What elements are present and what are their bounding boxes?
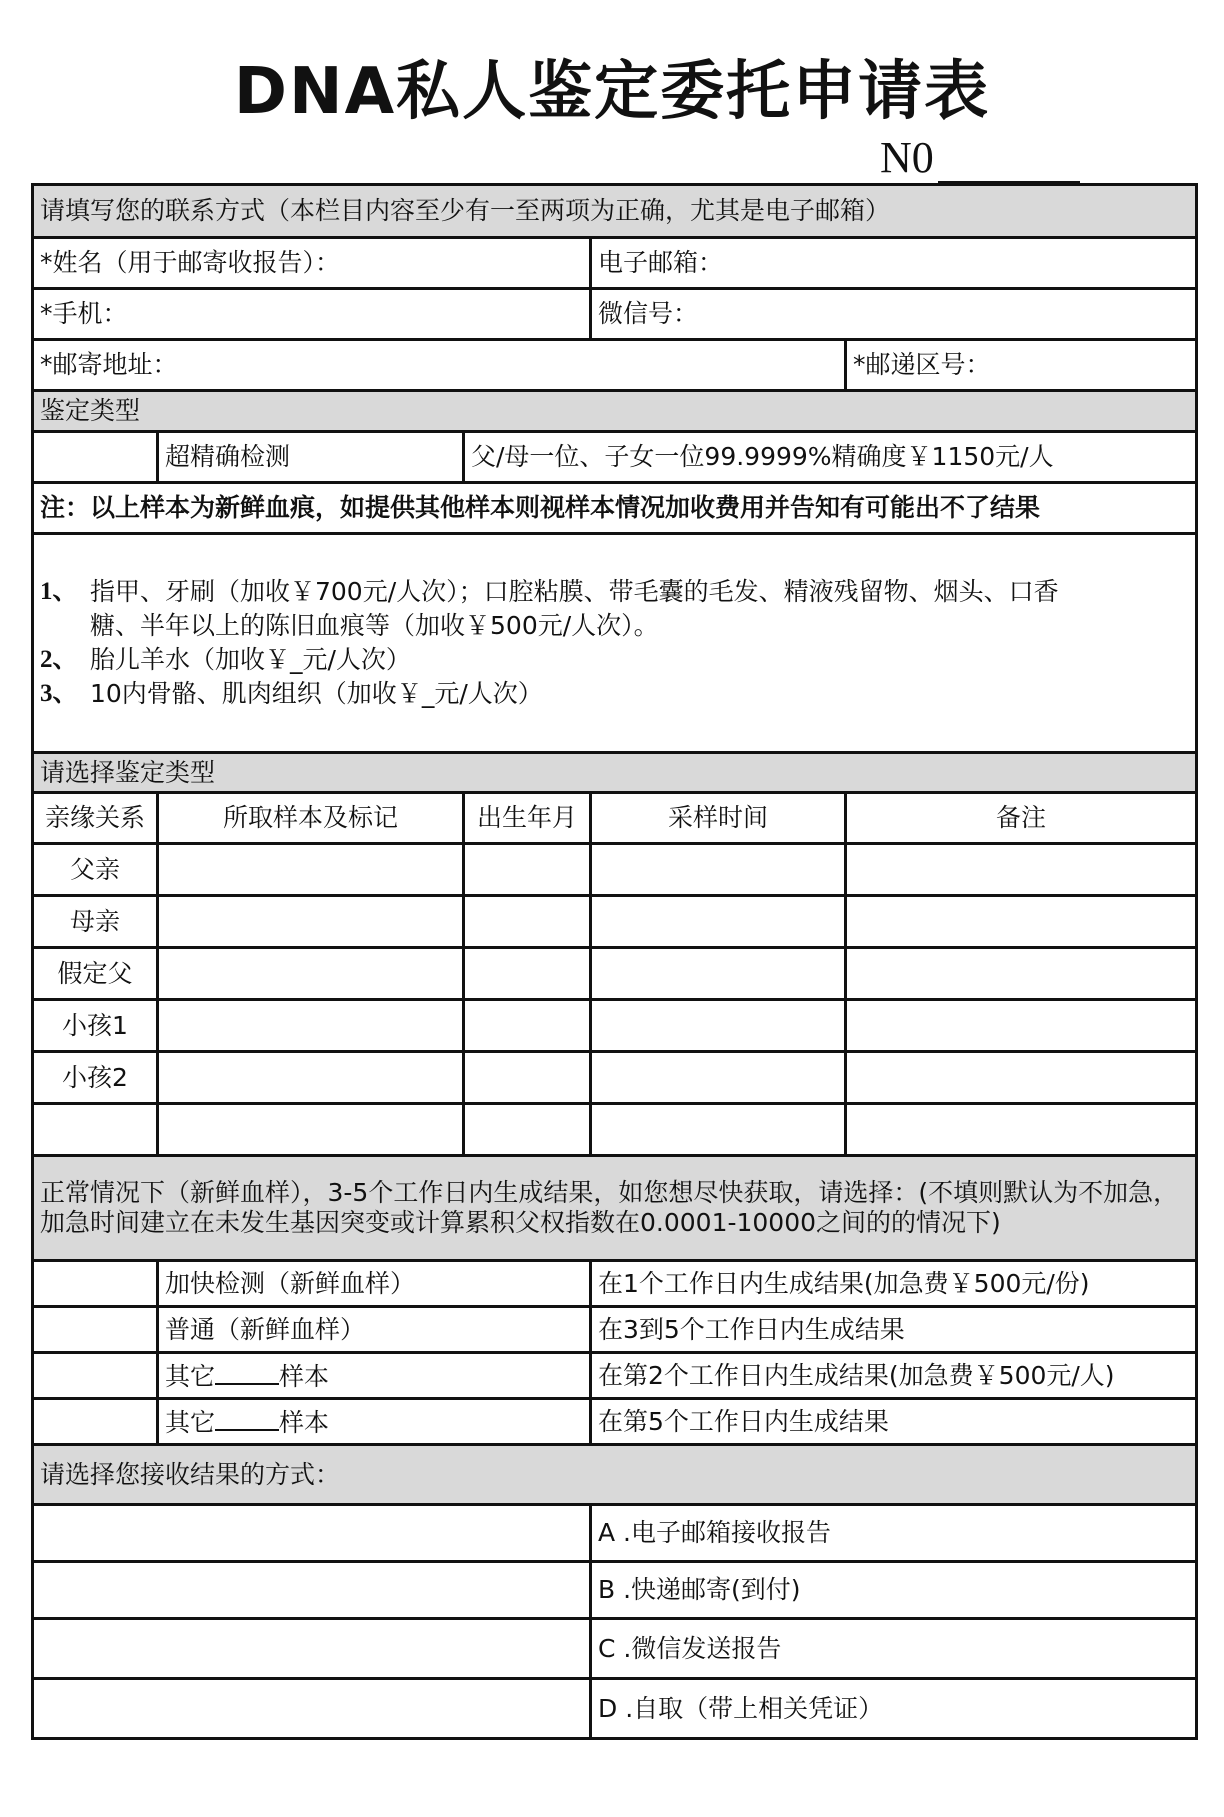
delivery-option-row [33,1562,1197,1619]
speed-option-label: 其它 [165,1362,216,1391]
remark-cell[interactable] [846,844,1197,896]
delivery-option-checkbox[interactable] [33,1619,591,1679]
birth-cell[interactable] [464,948,591,1000]
remark-cell[interactable] [846,948,1197,1000]
wechat-field[interactable]: 微信号： [591,289,1197,340]
email-field[interactable]: 电子邮箱： [591,238,1197,289]
test-type-desc: 父/母一位、子女一位99.9999%精确度￥1150元/人 [464,432,1197,483]
note-number: 3、 [40,680,78,707]
remark-cell[interactable] [846,1104,1197,1156]
speed-option-label: 普通（新鲜血样） [165,1314,366,1344]
speed-option-desc: 在第5个工作日内生成结果 [591,1399,1197,1445]
birth-cell[interactable] [464,1104,591,1156]
sampling-time-cell[interactable] [591,1104,846,1156]
speed-option-suffix: 样本 [279,1408,330,1437]
birth-cell[interactable] [464,844,591,896]
table-row [33,844,1197,896]
speed-option-row [33,1399,1197,1445]
speed-option-suffix: 样本 [279,1362,330,1391]
note-number: 2、 [40,646,78,673]
note-text: 糖、半年以上的陈旧血痕等（加收￥500元/人次）。 [90,611,659,640]
sampling-time-cell[interactable] [591,896,846,948]
test-type-name: 超精确检测 [158,432,464,483]
table-row [33,896,1197,948]
remark-cell[interactable] [846,1052,1197,1104]
other-sample-blank[interactable] [215,1405,279,1431]
relation-label: 小孩1 [33,1000,158,1052]
serial-label: N0 [880,133,934,182]
sample-cell[interactable] [158,1000,464,1052]
page-title: DNA私人鉴定委托申请表 [233,55,991,129]
relation-label[interactable] [33,1104,158,1156]
sampling-time-cell[interactable] [591,1052,846,1104]
delivery-option-label: C .微信发送报告 [591,1619,1197,1679]
delivery-option-row [33,1505,1197,1562]
table-row [33,1104,1197,1156]
speed-option-name [158,1261,591,1307]
speed-option-label: 其它 [165,1408,216,1437]
header-sample: 所取样本及标记 [158,793,464,844]
speed-option-label: 加快检测（新鲜血样） [165,1268,416,1298]
birth-cell[interactable] [464,1000,591,1052]
note-text: 胎儿羊水（加收￥_元/人次） [90,645,411,674]
sample-cell[interactable] [158,896,464,948]
other-sample-blank[interactable] [215,1359,279,1385]
serial-number [880,132,1080,183]
birth-cell[interactable] [464,1052,591,1104]
relation-label: 假定父 [33,948,158,1000]
delivery-option-checkbox[interactable] [33,1562,591,1619]
sample-note-list [33,534,1197,753]
speed-option-checkbox[interactable] [33,1261,158,1307]
sample-cell[interactable] [158,1052,464,1104]
delivery-option-row [33,1679,1197,1739]
sample-cell[interactable] [158,844,464,896]
delivery-section-title: 请选择您接收结果的方式： [33,1445,1197,1505]
birth-cell[interactable] [464,896,591,948]
remark-cell[interactable] [846,896,1197,948]
contact-section-title: 请填写您的联系方式（本栏目内容至少有一至两项为正确，尤其是电子邮箱） [33,185,1197,238]
delivery-option-row [33,1619,1197,1679]
application-form [31,183,1198,1740]
header-relation: 亲缘关系 [33,793,158,844]
sample-cell[interactable] [158,1104,464,1156]
name-field[interactable]: *姓名（用于邮寄收报告）： [33,238,591,289]
speed-option-row [33,1353,1197,1399]
table-row [33,1052,1197,1104]
delivery-option-label: B .快递邮寄(到付) [591,1562,1197,1619]
sampling-time-cell[interactable] [591,948,846,1000]
speed-option-name [158,1353,591,1399]
note-text: 指甲、牙刷（加收￥700元/人次）；口腔粘膜、带毛囊的毛发、精液残留物、烟头、口香 [90,577,1059,606]
speed-option-name [158,1399,591,1445]
header-sampling-time: 采样时间 [591,793,846,844]
speed-option-desc: 在1个工作日内生成结果(加急费￥500元/份) [591,1261,1197,1307]
speed-intro: 正常情况下（新鲜血样），3-5个工作日内生成结果，如您想尽快获取，请选择：(不填则默认为不加急，加急时间建立在未发生基因突变或计算累积父权指数在0.0001-10000之间的的情况下) [33,1156,1197,1261]
sample-cell[interactable] [158,948,464,1000]
postcode-field[interactable]: *邮递区号： [846,340,1197,391]
relation-label: 母亲 [33,896,158,948]
table-row [33,1000,1197,1052]
remark-cell[interactable] [846,1000,1197,1052]
header-birth: 出生年月 [464,793,591,844]
note-text: 10内骨骼、肌肉组织（加收￥_元/人次） [90,679,543,708]
sample-note-item [40,643,1189,677]
serial-blank[interactable] [938,139,1080,183]
phone-field[interactable]: *手机： [33,289,591,340]
sample-note-heading: 注：以上样本为新鲜血痕，如提供其他样本则视样本情况加收费用并告知有可能出不了结果 [33,483,1197,534]
note-number: 1、 [40,578,78,605]
relation-section-title: 请选择鉴定类型 [33,753,1197,793]
speed-option-name [158,1307,591,1353]
speed-option-checkbox[interactable] [33,1353,158,1399]
delivery-option-checkbox[interactable] [33,1679,591,1739]
table-row [33,948,1197,1000]
speed-option-desc: 在第2个工作日内生成结果(加急费￥500元/人) [591,1353,1197,1399]
speed-option-row [33,1307,1197,1353]
delivery-option-label: A .电子邮箱接收报告 [591,1505,1197,1562]
sampling-time-cell[interactable] [591,844,846,896]
sample-note-item [40,677,1189,711]
relation-label: 父亲 [33,844,158,896]
test-type-checkbox[interactable] [33,432,158,483]
relation-label: 小孩2 [33,1052,158,1104]
speed-option-row [33,1261,1197,1307]
speed-option-checkbox[interactable] [33,1399,158,1445]
header-remark: 备注 [846,793,1197,844]
sample-note-item [40,575,1189,643]
address-field[interactable]: *邮寄地址： [33,340,846,391]
delivery-option-checkbox[interactable] [33,1505,591,1562]
delivery-option-label: D .自取（带上相关凭证） [591,1679,1197,1739]
speed-option-checkbox[interactable] [33,1307,158,1353]
sampling-time-cell[interactable] [591,1000,846,1052]
test-type-section-title: 鉴定类型 [33,391,1197,432]
speed-option-desc: 在3到5个工作日内生成结果 [591,1307,1197,1353]
